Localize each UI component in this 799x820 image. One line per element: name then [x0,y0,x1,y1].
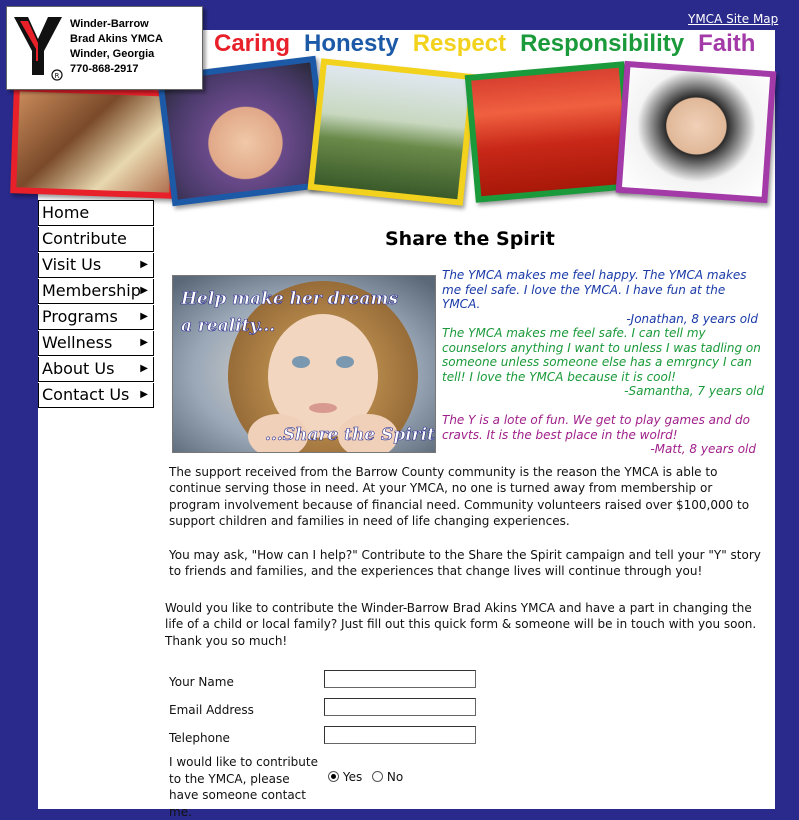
quote-text: The YMCA makes me feel happy. The YMCA makes me feel safe. I love the YMCA. I have fun at the YMCA. [442,268,747,311]
radio-selected-dot [331,774,336,779]
nav-item-label: Home [42,203,90,222]
submenu-arrow-icon: ▶ [140,285,148,296]
main-navigation [38,200,154,409]
submenu-arrow-icon: ▶ [140,311,148,322]
nav-item-label: Membership [42,281,141,300]
submenu-arrow-icon: ▶ [140,389,148,400]
nav-item-label: Contact Us [42,385,130,404]
share-the-spirit-image [172,275,436,453]
logo-address [70,17,163,77]
ymca-logo-icon [12,15,64,81]
svg-text:R: R [54,72,60,80]
contact-no-option[interactable] [372,770,403,784]
core-value-faith: Faith [698,30,756,57]
nav-item-label: About Us [42,359,115,378]
submenu-arrow-icon: ▶ [140,363,148,374]
site-map-link[interactable]: YMCA Site Map [688,12,779,26]
nav-item-label: Contribute [42,229,127,248]
hero-girl-illustration [173,276,435,452]
nav-item-programs[interactable] [38,305,154,330]
page-title: Share the Spirit [385,228,555,250]
quote-author: -Jonathan, 8 years old [626,311,758,326]
quote-samantha [442,326,764,399]
paragraph-contribute-invite: Would you like to contribute the Winder-Barrow Brad Akins YMCA and have a part in changing the life of a child or local family? Just fill out this quick form & someone will be in touch with you soon. Thank you so much! [165,601,757,648]
nav-item-contribute[interactable] [38,227,154,252]
contact-yes-option[interactable] [328,770,366,784]
nav-item-label: Wellness [42,333,113,352]
quote-matt [442,413,756,457]
contact-no-label: No [386,770,404,784]
contact-consent-label: I would like to contribute to the YMCA, please have someone contact me. [169,755,318,819]
hero-caption-top-1: Help make her dreams [181,289,398,309]
core-value-caring: Caring [214,30,291,57]
quote-jonathan [442,268,758,326]
contact-yes-label: Yes [342,770,363,784]
contact-radio-group [328,770,403,784]
photo-children-tulips [465,61,636,202]
logo-line-city: Winder, Georgia [70,48,155,60]
photo-family-reading [10,85,179,199]
email-label: Email Address [169,703,254,717]
nav-item-membership[interactable] [38,279,154,304]
nav-item-home[interactable] [38,200,154,226]
photo-girl-praying [616,61,777,203]
nav-item-wellness[interactable] [38,331,154,356]
submenu-arrow-icon: ▶ [140,337,148,348]
nav-item-label: Programs [42,307,118,326]
logo-line-branch: Brad Akins YMCA [70,33,163,45]
nav-item-contact-us[interactable] [38,383,154,408]
quote-author: -Matt, 8 years old [650,442,756,456]
contact-no-radio[interactable] [372,771,383,782]
nav-item-about-us[interactable] [38,357,154,382]
paragraph-community-support: The support received from the Barrow County community is the reason the YMCA is able to continue serving those in need. At your YMCA, no one is turned away from membership or program involvement because of financial need. Community volunteers raised over $100,000 to support children and families in need of life changing experiences. [169,465,750,528]
nav-item-label: Visit Us [42,255,102,274]
core-value-honesty: Honesty [304,30,399,57]
telephone-label: Telephone [169,731,230,745]
hero-caption-top-2: a reality... [181,316,276,336]
telephone-input[interactable] [324,726,476,744]
nav-item-visit-us[interactable] [38,253,154,278]
ymca-logo-block[interactable] [6,6,203,90]
logo-line-name: Winder-Barrow [70,18,149,30]
name-label: Your Name [169,675,234,689]
quote-text: The YMCA makes me feel safe. I can tell my counselors anything I want to unless I was tadling on someone unless someone else has a emrgncy I can tell! I love the YMCA because it is cool! [442,326,761,384]
quote-author: -Samantha, 7 years old [624,384,764,398]
core-value-responsibility: Responsibility [520,30,685,57]
submenu-arrow-icon: ▶ [140,259,148,270]
paragraph-how-to-help: You may ask, "How can I help?" Contribute to the Share the Spirit campaign and tell your "Y" story to friends and families, and the experiences that change lives will continue through you! [169,548,761,579]
name-input[interactable] [324,670,476,688]
contact-yes-radio[interactable] [328,771,339,782]
hero-caption-bottom: ...Share the Spirit [265,425,435,445]
core-values-banner [214,30,769,58]
email-input[interactable] [324,698,476,716]
photo-child-outdoors [308,58,477,206]
logo-line-phone: 770-868-2917 [70,63,139,75]
core-value-respect: Respect [412,30,507,57]
quote-text: The Y is a lote of fun. We get to play games and do cravts. It is the best place in the wolrd! [442,413,750,442]
